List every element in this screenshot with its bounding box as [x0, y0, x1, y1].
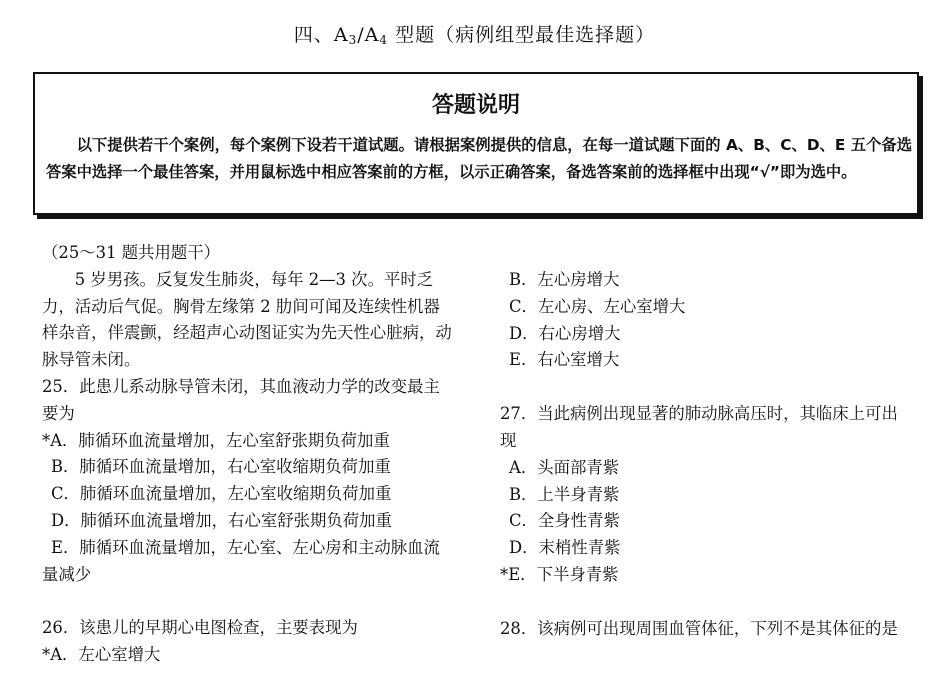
- q27-option-b[interactable]: B．上半身青紫: [509, 484, 620, 504]
- instructions-body: 以下提供若干个案例，每个案例下设若干道试题。请根据案例提供的信息，在每一道试题下面的 A、B、C、D、E 五个备选答案中选择一个最佳答案，并用鼠标选中相应答案前的方框，以示正确答案，备选答案前的选择框中出现“√”即为选中。: [46, 136, 912, 181]
- q25-option-e[interactable]: E．肺循环血流量增加，左心室、左心房和主动脉血流量减少: [42, 537, 440, 584]
- q27-option-a[interactable]: A．头面部青紫: [509, 457, 620, 477]
- q25-option-a[interactable]: *A．肺循环血流量增加，左心室舒张期负荷加重: [42, 430, 390, 450]
- q25-option-d[interactable]: D．肺循环血流量增加，右心室舒张期负荷加重: [51, 510, 392, 530]
- instructions-title: 答题说明: [431, 93, 520, 118]
- q27-option-e[interactable]: *E．下半身青紫: [500, 564, 619, 584]
- section-heading: 四、$A_3/A_4$ 型题（病例组型最佳选择题）: [293, 24, 656, 47]
- question-26-stem: 26．该患儿的早期心电图检查，主要表现为: [42, 618, 358, 638]
- q26-option-a[interactable]: *A．左心室增大: [42, 645, 161, 665]
- left-column: [42, 240, 462, 669]
- case-stem: 5 岁男孩。反复发生肺炎，每年 2—3 次。平时乏力，活动后气促。胸骨左缘第 2 肋间可闻及连续性机器样杂音，伴震颤，经超声心动图证实为先天性心脏病，动脉导管未闭。: [42, 269, 452, 370]
- case-group-label: （25～31 题共用题干）: [42, 243, 221, 262]
- instructions-box: [33, 72, 919, 215]
- q26-option-e[interactable]: E．右心室增大: [509, 350, 620, 370]
- question-27-stem: 27．当此病例出现显著的肺动脉高压时，其临床上可出现: [500, 404, 898, 450]
- q27-option-c[interactable]: C．全身性青紫: [509, 511, 620, 531]
- right-column: [500, 267, 920, 643]
- q26-option-c[interactable]: C．左心房、左心室增大: [509, 296, 686, 316]
- q26-option-b[interactable]: B．左心房增大: [509, 270, 620, 289]
- q25-option-b[interactable]: B．肺循环血流量增加，右心室收缩期负荷加重: [51, 457, 391, 477]
- q27-option-d[interactable]: D．末梢性青紫: [509, 538, 621, 558]
- q26-option-d[interactable]: D．右心房增大: [509, 323, 621, 343]
- q25-option-c[interactable]: C．肺循环血流量增加，左心室收缩期负荷加重: [51, 484, 392, 504]
- question-25-stem: 25．此患儿系动脉导管未闭，其血液动力学的改变最主要为: [42, 376, 440, 423]
- question-28-stem: 28．该病例可出现周围血管体征，下列不是其体征的是: [500, 618, 898, 638]
